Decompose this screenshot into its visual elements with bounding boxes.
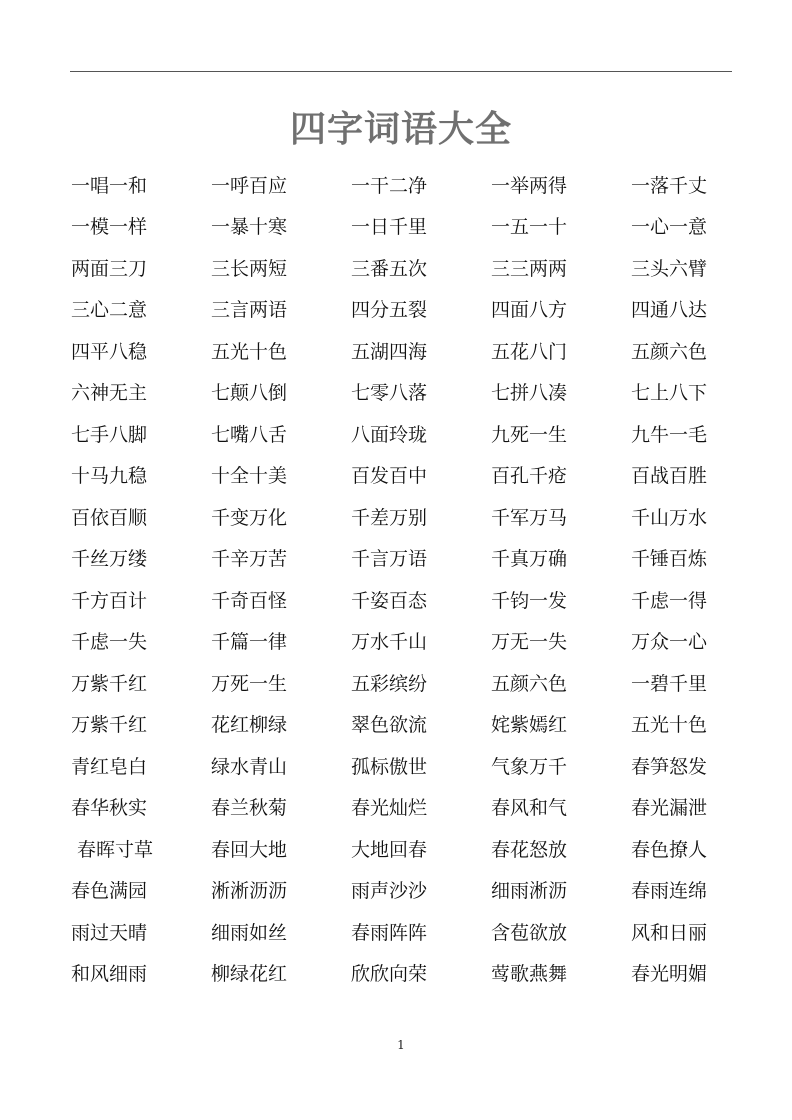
idiom-cell: 春雨连绵 — [631, 880, 708, 903]
idiom-grid — [71, 165, 771, 995]
idiom-cell: 七拼八凑 — [491, 382, 568, 405]
idiom-cell: 十马九稳 — [71, 465, 148, 488]
idiom-cell: 百孔千疮 — [491, 465, 568, 488]
idiom-cell: 翠色欲流 — [351, 714, 428, 737]
idiom-cell: 一五一十 — [491, 216, 568, 239]
idiom-row — [71, 746, 771, 788]
idiom-row — [71, 663, 771, 705]
idiom-cell: 千篇一律 — [211, 631, 288, 654]
idiom-cell: 千言万语 — [351, 548, 428, 571]
idiom-cell: 细雨淅沥 — [491, 880, 568, 903]
idiom-cell: 五光十色 — [631, 714, 708, 737]
idiom-cell: 万无一失 — [491, 631, 568, 654]
idiom-cell: 雨声沙沙 — [351, 880, 428, 903]
idiom-cell: 春雨阵阵 — [351, 921, 428, 944]
idiom-cell: 三番五次 — [351, 257, 428, 280]
idiom-cell: 一举两得 — [491, 174, 568, 197]
idiom-row — [71, 248, 771, 290]
idiom-cell: 七零八落 — [351, 382, 428, 405]
idiom-cell: 千丝万缕 — [71, 548, 148, 571]
idiom-cell: 和风细雨 — [71, 963, 148, 986]
idiom-cell: 三心二意 — [71, 299, 148, 322]
idiom-cell: 千真万确 — [491, 548, 568, 571]
idiom-cell: 千变万化 — [211, 506, 288, 529]
idiom-cell: 万紫千红 — [71, 714, 148, 737]
idiom-cell: 千钧一发 — [491, 589, 568, 612]
idiom-row — [71, 705, 771, 747]
idiom-cell: 千军万马 — [491, 506, 568, 529]
idiom-row — [71, 788, 771, 830]
idiom-cell: 一落千丈 — [631, 174, 708, 197]
idiom-cell: 一呼百应 — [211, 174, 288, 197]
idiom-cell: 花红柳绿 — [211, 714, 288, 737]
idiom-cell: 万水千山 — [351, 631, 428, 654]
idiom-cell: 一心一意 — [631, 216, 708, 239]
idiom-cell: 千姿百态 — [351, 589, 428, 612]
idiom-row — [71, 954, 771, 996]
idiom-cell: 雨过天晴 — [71, 921, 148, 944]
idiom-cell: 绿水青山 — [211, 755, 288, 778]
idiom-cell: 五湖四海 — [351, 340, 428, 363]
idiom-row — [71, 622, 771, 664]
idiom-cell: 一模一样 — [71, 216, 148, 239]
page-number: 1 — [397, 1038, 405, 1052]
idiom-cell: 万众一心 — [631, 631, 708, 654]
idiom-cell: 姹紫嫣红 — [491, 714, 568, 737]
idiom-cell: 三言两语 — [211, 299, 288, 322]
idiom-cell: 七嘴八舌 — [211, 423, 288, 446]
idiom-cell: 风和日丽 — [631, 921, 708, 944]
idiom-cell: 四平八稳 — [71, 340, 148, 363]
idiom-cell: 春光明媚 — [631, 963, 708, 986]
idiom-cell: 九死一生 — [491, 423, 568, 446]
page-title: 四字词语大全 — [289, 109, 512, 150]
idiom-cell: 含苞欲放 — [491, 921, 568, 944]
idiom-cell: 千锤百炼 — [631, 548, 708, 571]
idiom-cell: 春色撩人 — [631, 838, 708, 861]
idiom-cell: 春回大地 — [211, 838, 288, 861]
idiom-row — [71, 539, 771, 581]
idiom-cell: 春光漏泄 — [631, 797, 708, 820]
idiom-cell: 一唱一和 — [71, 174, 148, 197]
idiom-cell: 孤标傲世 — [351, 755, 428, 778]
idiom-cell: 春华秋实 — [71, 797, 148, 820]
idiom-cell: 春色满园 — [71, 880, 148, 903]
idiom-cell: 春笋怒发 — [631, 755, 708, 778]
idiom-cell: 千辛万苦 — [211, 548, 288, 571]
idiom-cell: 七手八脚 — [71, 423, 148, 446]
idiom-cell: 大地回春 — [351, 838, 428, 861]
idiom-cell: 万紫千红 — [71, 672, 148, 695]
idiom-row — [71, 580, 771, 622]
idiom-cell: 五花八门 — [491, 340, 568, 363]
idiom-cell: 七颠八倒 — [211, 382, 288, 405]
idiom-cell: 千山万水 — [631, 506, 708, 529]
idiom-row — [71, 331, 771, 373]
idiom-cell: 五光十色 — [211, 340, 288, 363]
idiom-row — [71, 165, 771, 207]
idiom-cell: 七上八下 — [631, 382, 708, 405]
idiom-cell: 三三两两 — [491, 257, 568, 280]
idiom-cell: 千方百计 — [71, 589, 148, 612]
idiom-cell: 一日千里 — [351, 216, 428, 239]
idiom-row — [71, 912, 771, 954]
idiom-cell: 百战百胜 — [631, 465, 708, 488]
idiom-cell: 四分五裂 — [351, 299, 428, 322]
idiom-cell: 五颜六色 — [491, 672, 568, 695]
idiom-row — [71, 414, 771, 456]
idiom-cell: 五彩缤纷 — [351, 672, 428, 695]
idiom-cell: 百发百中 — [351, 465, 428, 488]
header-rule — [70, 71, 732, 72]
idiom-row — [71, 871, 771, 913]
idiom-cell: 百依百顺 — [71, 506, 148, 529]
idiom-cell: 一碧千里 — [631, 672, 708, 695]
idiom-cell: 春光灿烂 — [351, 797, 428, 820]
idiom-cell: 春花怒放 — [491, 838, 568, 861]
idiom-cell: 千虑一得 — [631, 589, 708, 612]
idiom-cell: 五颜六色 — [631, 340, 708, 363]
idiom-cell: 细雨如丝 — [211, 921, 288, 944]
idiom-cell: 十全十美 — [211, 465, 288, 488]
idiom-cell: 春风和气 — [491, 797, 568, 820]
idiom-cell: 青红皂白 — [71, 755, 148, 778]
idiom-cell: 八面玲珑 — [351, 423, 428, 446]
idiom-cell: 柳绿花红 — [211, 963, 288, 986]
idiom-row — [71, 829, 771, 871]
idiom-cell: 春兰秋菊 — [211, 797, 288, 820]
idiom-cell: 四通八达 — [631, 299, 708, 322]
idiom-row — [71, 497, 771, 539]
idiom-cell: 欣欣向荣 — [351, 963, 428, 986]
idiom-cell: 千差万别 — [351, 506, 428, 529]
idiom-cell: 九牛一毛 — [631, 423, 708, 446]
idiom-cell: 六神无主 — [71, 382, 148, 405]
idiom-cell: 春晖寸草 — [77, 838, 154, 861]
idiom-cell: 三头六臂 — [631, 257, 708, 280]
idiom-row — [71, 373, 771, 415]
idiom-cell: 莺歌燕舞 — [491, 963, 568, 986]
idiom-cell: 四面八方 — [491, 299, 568, 322]
idiom-cell: 千奇百怪 — [211, 589, 288, 612]
idiom-cell: 两面三刀 — [71, 257, 148, 280]
idiom-row — [71, 290, 771, 332]
idiom-cell: 一干二净 — [351, 174, 428, 197]
idiom-cell: 气象万千 — [491, 755, 568, 778]
idiom-cell: 万死一生 — [211, 672, 288, 695]
idiom-cell: 淅淅沥沥 — [211, 880, 288, 903]
idiom-cell: 三长两短 — [211, 257, 288, 280]
idiom-cell: 一暴十寒 — [211, 216, 288, 239]
idiom-row — [71, 456, 771, 498]
idiom-cell: 千虑一失 — [71, 631, 148, 654]
idiom-row — [71, 207, 771, 249]
